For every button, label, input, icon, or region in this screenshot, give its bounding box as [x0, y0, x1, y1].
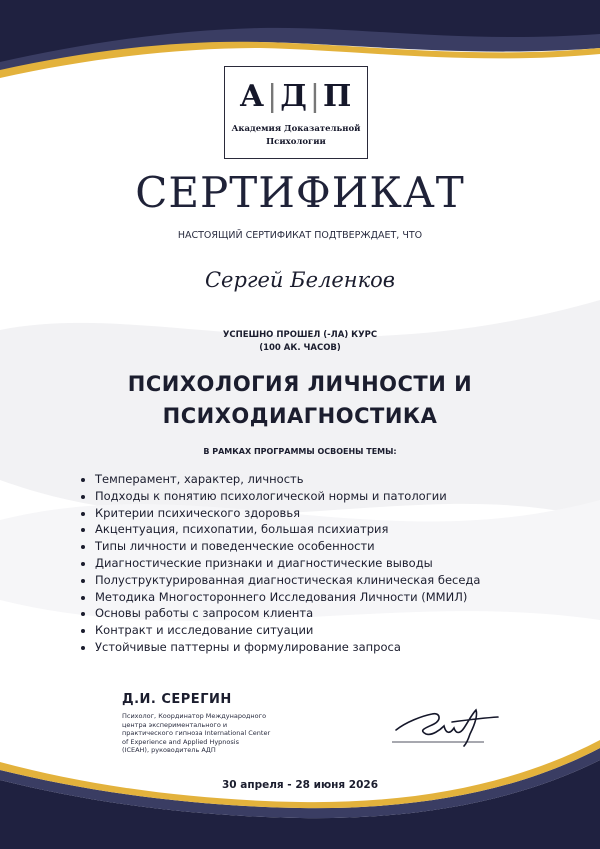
- logo-academy-name: [225, 123, 367, 149]
- certificate-title: СЕРТИФИКАТ: [135, 168, 465, 217]
- list-item: • Акцентуация, психопатии, большая психиатрия: [95, 521, 480, 538]
- handwritten-signature: [392, 700, 502, 748]
- list-item: • Критерии психического здоровья: [95, 505, 480, 522]
- topics-heading: В РАМКАХ ПРОГРАММЫ ОСВОЕНЫ ТЕМЫ:: [203, 447, 397, 456]
- list-item: • Основы работы с запросом клиента: [95, 605, 480, 622]
- completed-course-line: УСПЕШНО ПРОШЕЛ (-ЛА) КУРС: [222, 330, 378, 340]
- list-item: • Полуструктурированная диагностическая клиническая беседа: [95, 572, 480, 589]
- course-hours-line: (100 АК. ЧАСОВ): [259, 343, 341, 353]
- course-title-line-1: ПСИХОЛОГИЯ ЛИЧНОСТИ И: [127, 372, 473, 396]
- signatory-desc-line: центра экспериментального и: [122, 720, 228, 729]
- list-item: • Подходы к понятию психологической нормы и патологии: [95, 488, 480, 505]
- logo-separator: |: [309, 79, 321, 114]
- signatory-desc-line: практического гипноза International Center: [122, 729, 271, 737]
- course-dates: 30 апреля - 28 июня 2026: [221, 779, 379, 791]
- logo-separator: |: [267, 79, 279, 114]
- signatory-description: [122, 712, 272, 755]
- logo-letter-a: А: [239, 79, 266, 114]
- list-item: • Контракт и исследование ситуации: [95, 622, 480, 639]
- logo-letter-p: П: [323, 79, 353, 114]
- logo-name-line-1: Академия Доказательной: [231, 124, 361, 134]
- list-item: • Типы личности и поведенческие особенности: [95, 538, 480, 555]
- logo-letter-d: Д: [280, 79, 308, 114]
- logo-name-line-2: Психологии: [266, 137, 326, 147]
- signatory-desc-line: Психолог, Координатор Международного: [122, 712, 267, 720]
- course-title-line-2: ПСИХОДИАГНОСТИКА: [162, 404, 438, 428]
- list-item: • Темперамент, характер, личность: [95, 471, 480, 488]
- certificate-subtitle: НАСТОЯЩИЙ СЕРТИФИКАТ ПОДТВЕРЖДАЕТ, ЧТО: [177, 230, 423, 241]
- list-item: • Устойчивые паттерны и формулирование запроса: [95, 639, 480, 656]
- signatory-desc-line: (ICEAH), руководитель АДП: [122, 746, 216, 754]
- list-item: • Методика Многостороннего Исследования Личности (ММИЛ): [95, 589, 480, 606]
- logo-letters: [225, 79, 367, 114]
- topics-list: [78, 471, 480, 656]
- signatory-name: Д.И. СЕРЕГИН: [122, 692, 232, 707]
- signatory-desc-line: of Experience and Applied Hypnosis: [122, 737, 239, 746]
- academy-logo: [224, 66, 368, 159]
- course-title: [0, 368, 600, 432]
- list-item: • Диагностические признаки и диагностические выводы: [95, 555, 480, 572]
- recipient-name: Сергей Беленков: [204, 268, 396, 292]
